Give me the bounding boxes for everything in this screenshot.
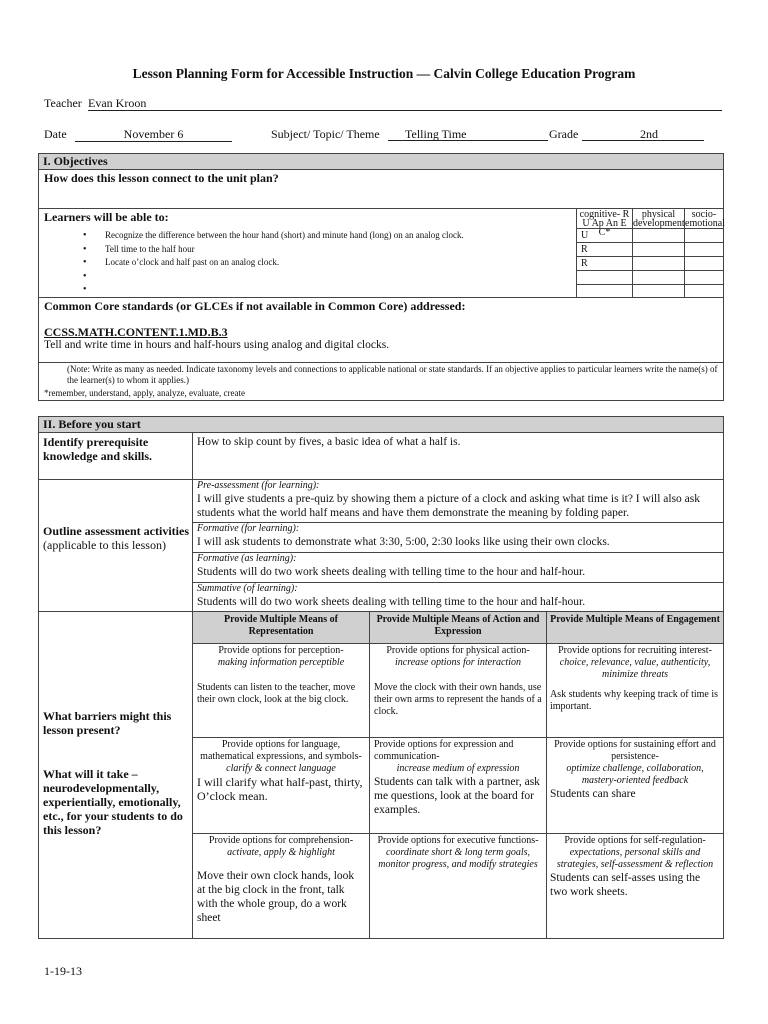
level-cell[interactable]: R — [581, 244, 588, 255]
assessment-text: I will give students a pre-quiz by showing them a picture of a clock and asking what time is it? I will also ask students what the world half means and have them demonstrate the meaning by folding paper. — [197, 493, 701, 519]
assessment-formative-as[interactable] — [197, 552, 721, 579]
udl-answer: Move their own clock hands, look at the big clock in the front, talk with the whole group, do a work sheet — [197, 870, 355, 924]
udl-header-engagement: Provide Multiple Means of Engagement — [550, 614, 720, 625]
udl-answer: Students can listen to the teacher, move their own clock, look at the big clock. — [197, 682, 356, 705]
level-cell[interactable]: U — [581, 230, 589, 241]
before-header: II. Before you start — [39, 417, 723, 433]
udl-cell[interactable] — [550, 835, 720, 899]
list-item — [79, 283, 569, 297]
assessment-title: Outline assessment activities — [43, 524, 189, 538]
col-socio: socio-emotional — [685, 209, 725, 229]
assessment-text: Students will do two work sheets dealing with telling time to the hour and half-hour. — [197, 596, 586, 608]
before-section — [38, 416, 724, 939]
udl-answer: Students can share — [550, 788, 636, 800]
udl-header-representation: Provide Multiple Means of Representation — [224, 614, 338, 637]
barriers-needs-question: What will it take – neurodevelopmentally, experientially, emotionally, etc., for your students to do this lesson? — [43, 767, 183, 837]
grade-label: Grade — [549, 127, 579, 141]
taxonomy-grid — [576, 208, 723, 297]
udl-answer: Ask students why keeping track of time is important. — [550, 689, 719, 712]
udl-prompt: Provide options for physical action- — [386, 645, 530, 656]
assessment-type: Pre-assessment (for learning): — [197, 480, 320, 491]
udl-prompt: Provide options for perception- — [218, 645, 344, 656]
level-cell[interactable]: R — [581, 258, 588, 269]
prereq-text[interactable]: How to skip count by fives, a basic idea of what a half is. — [197, 436, 461, 448]
standard-text: Tell and write time in hours and half-hours using analog and digital clocks. — [44, 339, 390, 351]
udl-prompt: Provide options for sustaining effort and persistence- — [554, 739, 716, 762]
assessment-sub: (applicable to this lesson) — [43, 538, 166, 552]
assessment-formative-for[interactable] — [197, 522, 721, 549]
subject-field[interactable] — [388, 127, 548, 141]
objectives-note: (Note: Write as many as needed. Indicate taxonomy levels and connections to applicable national or state standards. If an objective applies to particular learners write the name(s) of the learner(s) to whom it applies.) — [67, 364, 718, 385]
udl-italic: clarify & connect language — [226, 763, 336, 774]
assessment-summative[interactable] — [197, 582, 721, 609]
date-field[interactable] — [75, 127, 232, 142]
udl-italic: choice, relevance, value, authenticity, minimize threats — [559, 657, 711, 680]
udl-cell[interactable] — [197, 645, 365, 706]
grade-value: 2nd — [640, 127, 658, 141]
udl-italic: optimize challenge, collaboration, mastery-oriented feedback — [566, 763, 704, 786]
list-item: • Tell time to the half hour — [79, 243, 569, 257]
learners-heading: Learners will be able to: — [44, 210, 169, 224]
col-physical: physical development — [633, 209, 685, 229]
udl-header-action: Provide Multiple Means of Action and Expression — [376, 614, 540, 637]
assessment-type: Formative (for learning): — [197, 523, 300, 534]
udl-cell[interactable] — [374, 739, 542, 817]
udl-italic: making information perceptible — [217, 657, 345, 668]
udl-italic: increase medium of expression — [396, 763, 520, 774]
udl-cell[interactable] — [197, 835, 365, 925]
udl-italic: expectations, personal skills and strategies, self-assessment & reflection — [556, 847, 714, 870]
teacher-value: Evan Kroon — [88, 96, 147, 110]
objectives-list — [79, 229, 569, 297]
barriers-question: What barriers might this lesson present? — [43, 709, 172, 737]
udl-cell[interactable] — [374, 835, 542, 871]
udl-prompt: Provide options for self-regulation- — [564, 835, 706, 846]
taxonomy-footnote: *remember, understand, apply, analyze, evaluate, create — [44, 388, 245, 398]
udl-cell[interactable] — [550, 645, 720, 713]
udl-cell[interactable] — [374, 645, 542, 718]
objectives-section — [38, 153, 724, 401]
udl-prompt: Provide options for recruiting interest- — [558, 645, 712, 656]
udl-answer: Move the clock with their own hands, use their own arms to represent the hands of a clock. — [374, 682, 542, 717]
standard-code[interactable]: CCSS.MATH.CONTENT.1.MD.B.3 — [44, 325, 228, 339]
footer-code: 1-19-13 — [44, 964, 82, 978]
udl-cell[interactable] — [550, 739, 720, 801]
assessment-text: Students will do two work sheets dealing with telling time to the hour and half-hour. — [197, 566, 586, 578]
standards-heading: Common Core standards (or GLCEs if not available in Common Core) addressed: — [44, 299, 466, 313]
prereq-label: Identify prerequisite knowledge and skills. — [43, 435, 153, 463]
udl-answer: Students can talk with a partner, ask me questions, look at the board for examples. — [374, 776, 540, 816]
udl-prompt: Provide options for expression and communication- — [374, 739, 514, 762]
col-cognitive: cognitive- R U Ap An E C* — [579, 209, 630, 238]
udl-italic: activate, apply & highlight — [227, 847, 335, 858]
unit-plan-question: How does this lesson connect to the unit plan? — [44, 171, 279, 185]
list-item: • Recognize the difference between the hour hand (short) and minute hand (long) on an analog clock. — [79, 229, 569, 243]
assessment-type: Formative (as learning): — [197, 553, 297, 564]
date-label: Date — [44, 127, 67, 141]
udl-italic: coordinate short & long term goals, monitor progress, and modify strategies — [378, 847, 538, 870]
udl-answer: Students can self-asses using the two work sheets. — [550, 872, 701, 898]
udl-prompt: Provide options for comprehension- — [208, 835, 354, 846]
assessment-pre[interactable] — [197, 479, 721, 520]
list-item — [79, 270, 569, 284]
assessment-text: I will ask students to demonstrate what 3:30, 5:00, 2:30 looks like using their own clocks. — [197, 536, 610, 548]
udl-prompt: Provide options for language, mathematical expressions, and symbols- — [200, 739, 362, 762]
udl-prompt: Provide options for executive functions- — [377, 835, 539, 846]
udl-italic: increase options for interaction — [394, 657, 521, 668]
date-value: November 6 — [123, 127, 184, 141]
list-item: • Locate o’clock and half past on an analog clock. — [79, 256, 569, 270]
teacher-label: Teacher — [44, 96, 82, 110]
subject-label: Subject/ Topic/ Theme — [271, 127, 380, 141]
udl-answer: I will clarify what half-past, thirty, O’clock mean. — [197, 775, 363, 803]
assessment-label — [43, 524, 189, 552]
teacher-field[interactable] — [88, 96, 722, 111]
udl-cell[interactable] — [197, 739, 365, 803]
objectives-header: I. Objectives — [39, 154, 723, 170]
grade-field[interactable] — [582, 127, 704, 141]
assessment-type: Summative (of learning): — [197, 583, 298, 594]
subject-value: Telling Time — [405, 127, 467, 141]
page-title: Lesson Planning Form for Accessible Instruction — Calvin College Education Program — [132, 66, 636, 81]
